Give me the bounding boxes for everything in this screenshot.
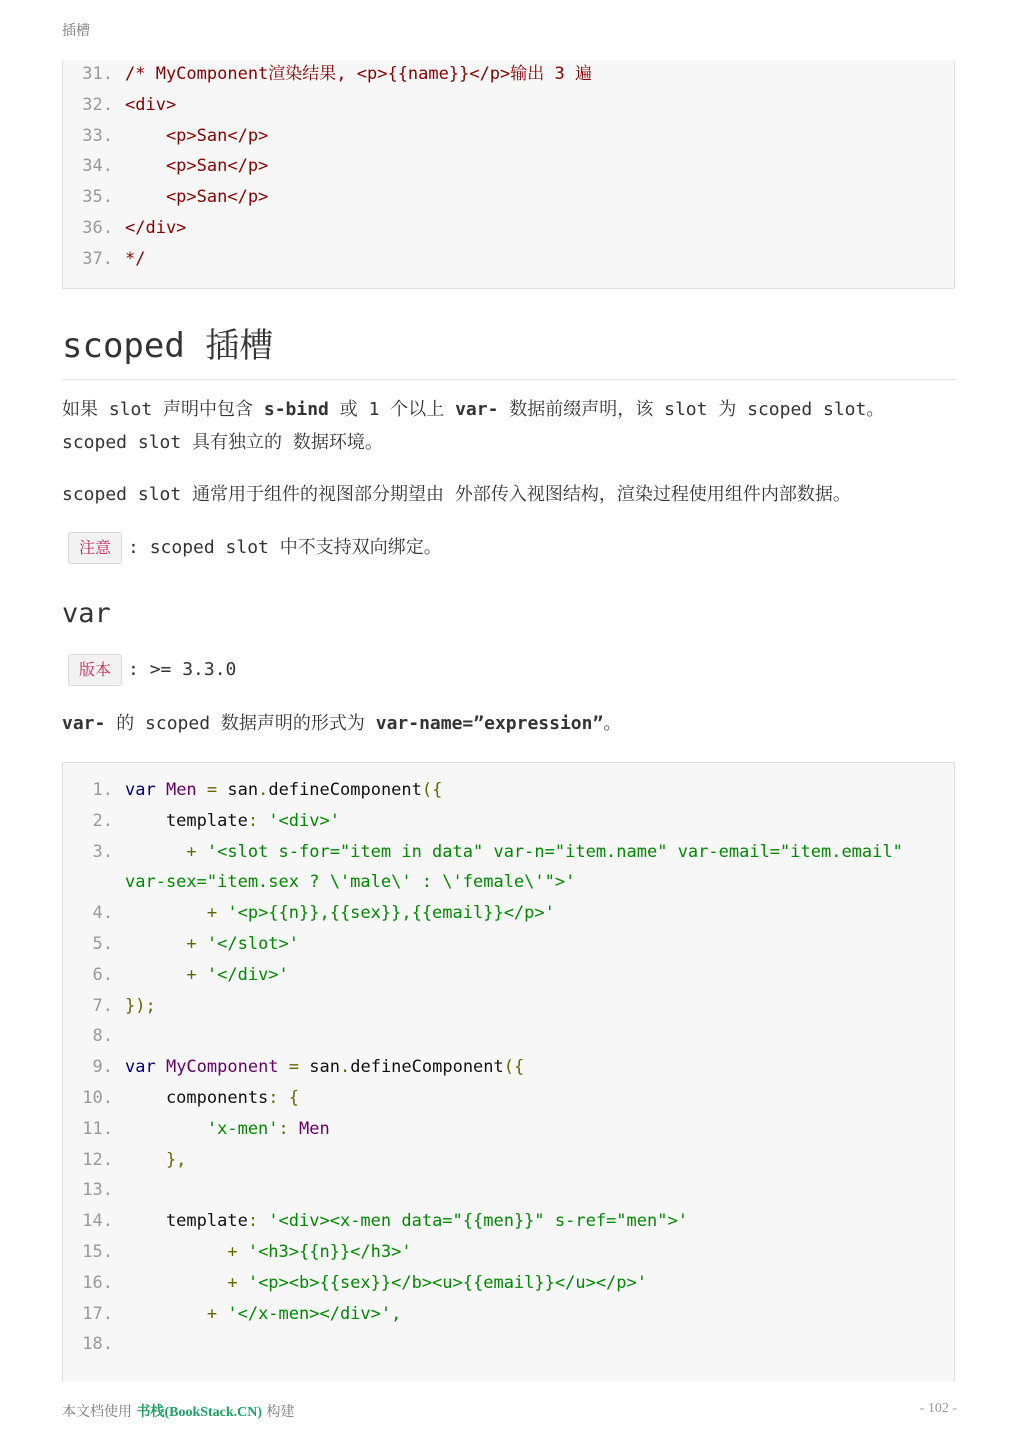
code-token: defineComponent [350,1057,504,1078]
code-line [63,1329,954,1360]
footer-prefix: 本文档使用 [62,1404,137,1420]
text: 。 [603,713,622,734]
code-text: <div> [125,94,177,115]
line-number: 2. [92,810,113,831]
code-text [125,775,442,806]
code-token: '</div>' [206,964,289,985]
code-text [125,991,156,1022]
code-text: <p>San</p> [125,125,269,146]
line-number: 34. [82,156,113,177]
code-text: <p>San</p> [125,156,269,177]
keyword-s-bind: s-bind [263,399,329,420]
line-number: 5. [92,933,113,954]
version-tag: 版本 [68,654,122,686]
code-token: : [278,1118,300,1139]
line-number: 18. [82,1334,113,1355]
code-line [63,90,954,121]
code-line [63,1206,954,1237]
text: 的 scoped 数据声明的形式为 [105,713,376,734]
footer-suffix: 构建 [262,1404,295,1420]
line-number: 8. [92,1026,113,1047]
line-number: 10. [82,1087,113,1108]
code-line [63,929,954,960]
code-text [125,929,299,960]
code-token: components [125,1087,269,1108]
code-token: + [125,964,207,985]
code-line [63,1021,954,1052]
note-row [62,532,442,564]
code-token: ({ [503,1057,525,1078]
line-number: 33. [82,125,113,146]
code-line [63,960,954,991]
code-text [125,867,575,898]
code-token: '</x-men></div>', [227,1303,402,1324]
line-number: 37. [82,248,113,269]
line-number: 16. [82,1272,113,1293]
keyword-var-name-expression: var-name=”expression” [375,713,604,734]
code-text [125,1206,688,1237]
line-number: 7. [92,995,113,1016]
code-token: 'x-men' [125,1118,279,1139]
line-number: 1. [92,780,113,800]
code-token: . [258,780,269,800]
paragraph-scoped-definition [62,393,942,459]
code-text [125,1083,299,1114]
code-token: var-sex="item.sex ? \'male\' : \'female\'">' [125,872,576,893]
code-line [63,182,954,213]
code-line [63,867,954,898]
code-line [63,775,954,806]
code-line [63,59,954,90]
text: 数据前缀声明，该 slot 为 scoped slot。scoped slot 具有独立的 数据环境。 [62,399,885,453]
line-number: 36. [82,217,113,238]
note-text: : scoped slot 中不支持双向绑定。 [128,537,442,558]
code-line [63,1299,954,1330]
line-number: 35. [82,187,113,208]
code-line [63,991,954,1022]
code-token: san [227,780,259,800]
code-token: san [309,1057,340,1078]
code-line [63,1083,954,1114]
code-token: + [125,933,207,954]
code-text [125,1237,412,1268]
code-token: + [125,903,228,924]
paragraph-scoped-usage: scoped slot 通常用于组件的视图部分期望由 外部传入视图结构，渲染过程使用组件内部数据。 [62,484,851,505]
code-line [63,1175,954,1206]
line-number: 31. [82,64,113,84]
line-number: 3. [92,841,113,862]
code-line [63,1237,954,1268]
code-line [63,244,954,275]
line-number: 32. [82,94,113,115]
line-number: 11. [82,1118,113,1139]
code-block-top [62,60,955,289]
code-line [63,121,954,152]
line-number: 14. [82,1211,113,1232]
line-number [63,867,125,898]
code-line [63,1145,954,1176]
code-line [63,837,954,868]
code-token: '<h3>{{n}}</h3>' [247,1241,412,1262]
code-token: + [125,1241,248,1262]
text: 如果 slot 声明中包含 [62,399,264,420]
code-line [63,1268,954,1299]
code-token: MyComponent [165,1057,279,1078]
code-token: '<div><x-men data="{{men}}" s-ref="men">' [268,1211,688,1232]
code-text: <p>San</p> [125,187,269,208]
code-token: }, [125,1149,187,1170]
code-token: = [278,1057,310,1078]
code-token: ({ [421,780,443,800]
code-text [125,1299,401,1330]
text: 或 1 个以上 [328,399,456,420]
keyword-var-prefix: var- [455,399,499,420]
code-text [125,960,289,991]
section-heading-scoped-slot: scoped 插槽 [62,318,957,380]
line-number: 17. [82,1303,113,1324]
code-token: defineComponent [268,780,422,800]
line-number: 13. [82,1180,113,1201]
line-number: 12. [82,1149,113,1170]
code-token: = [196,780,228,800]
code-token: : { [268,1087,300,1108]
code-token: : [247,810,269,831]
keyword-var-prefix: var- [62,713,106,734]
line-number: 6. [92,964,113,985]
code-text: */ [125,248,146,269]
running-header: 插槽 [62,23,90,39]
code-token: + [125,1303,228,1324]
code-token: var [125,1057,166,1078]
code-text [125,1052,524,1083]
page-number: - 102 - [919,1401,957,1416]
version-row [62,654,236,686]
code-token: template [125,1211,248,1232]
code-text [125,1268,647,1299]
code-text [125,806,340,837]
section-heading-var: var [62,598,111,629]
note-tag: 注意 [68,532,122,564]
code-token: template [125,810,248,831]
footer [62,1401,295,1421]
code-token: '<div>' [268,810,340,831]
code-text: /* MyComponent渲染结果, <p>{{name}}</p>输出 3 遍 [125,64,592,84]
code-token: Men [165,780,197,800]
code-block-bottom [62,762,955,1382]
code-token: '</slot>' [206,933,300,954]
code-token: . [339,1057,351,1078]
code-text [125,837,903,868]
code-token: Men [299,1118,330,1139]
code-token: '<p><b>{{sex}}</b><u>{{email}}</u></p>' [247,1272,647,1293]
code-token: : [247,1211,269,1232]
code-line [63,1114,954,1145]
code-line [63,1052,954,1083]
code-token: }); [125,995,156,1016]
line-number: 15. [82,1241,113,1262]
code-line [63,898,954,929]
code-text [125,1145,186,1176]
code-text [125,1114,330,1145]
code-text: </div> [125,217,187,238]
code-token: + [125,841,207,862]
footer-brand-link[interactable]: 书栈(BookStack.CN) [136,1405,263,1420]
code-line [63,151,954,182]
paragraph-var-form [62,707,942,740]
code-line [63,806,954,837]
code-token: var [125,780,166,800]
version-text: : >= 3.3.0 [128,659,237,680]
code-text [125,898,555,929]
line-number: 9. [92,1057,113,1078]
code-token: + [125,1272,248,1293]
code-line [63,213,954,244]
code-token: '<p>{{n}},{{sex}},{{email}}</p>' [227,903,555,924]
code-token: '<slot s-for="item in data" var-n="item.name" var-email="item.email" [206,841,903,862]
line-number: 4. [92,903,113,924]
